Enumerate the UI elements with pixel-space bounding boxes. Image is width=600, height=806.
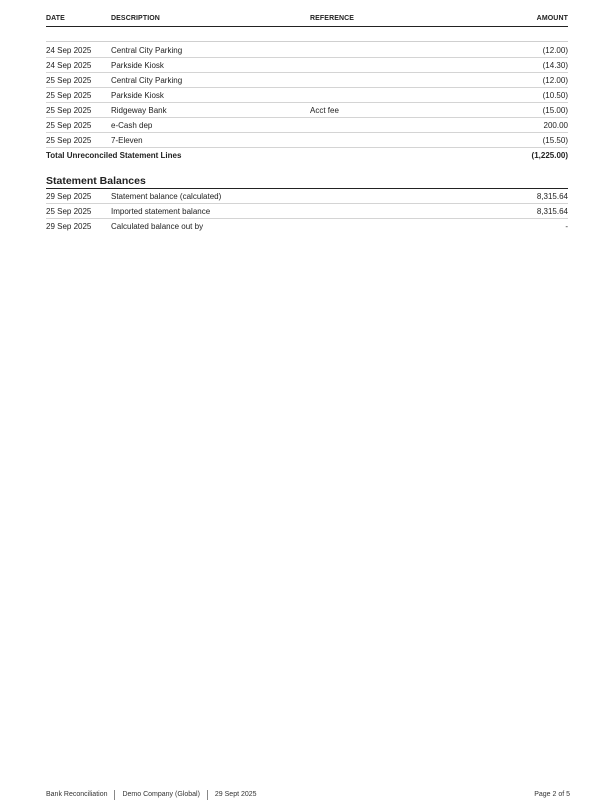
- footer-date: 29 Sept 2025: [214, 791, 257, 798]
- row-date: 25 Sep 2025: [46, 106, 92, 115]
- table-header: [46, 11, 568, 27]
- row-description: Central City Parking: [111, 46, 183, 55]
- total-label: Total Unreconciled Statement Lines: [46, 151, 182, 160]
- row-date: 25 Sep 2025: [46, 207, 92, 216]
- footer-info: [46, 789, 257, 801]
- row-description: e-Cash dep: [111, 121, 153, 130]
- column-header-reference: REFERENCE: [310, 15, 355, 22]
- footer-divider: [207, 790, 208, 800]
- row-amount: (12.00): [542, 46, 568, 55]
- row-date: 29 Sep 2025: [46, 222, 92, 231]
- column-header-date: DATE: [46, 15, 65, 22]
- row-amount: 200.00: [543, 121, 568, 130]
- table-row: [46, 73, 568, 88]
- row-date: 24 Sep 2025: [46, 61, 92, 70]
- row-date: 25 Sep 2025: [46, 121, 92, 130]
- table-row: [46, 189, 568, 204]
- row-amount: (15.50): [542, 136, 568, 145]
- column-header-description: DESCRIPTION: [111, 15, 160, 22]
- total-row: [46, 148, 568, 163]
- row-amount: (14.30): [542, 61, 568, 70]
- table-row: [46, 204, 568, 219]
- table-row: [46, 88, 568, 103]
- unreconciled-lines-table: [46, 43, 568, 163]
- row-description: Imported statement balance: [111, 207, 211, 216]
- table-row: [46, 103, 568, 118]
- table-row: [46, 118, 568, 133]
- page-footer: [46, 789, 570, 801]
- footer-report-name: Bank Reconciliation: [46, 791, 108, 798]
- statement-balances-table: [46, 189, 568, 234]
- statement-balances-heading: Statement Balances: [46, 174, 568, 189]
- row-description: Parkside Kiosk: [111, 61, 164, 70]
- row-description: Parkside Kiosk: [111, 91, 164, 100]
- row-amount: 8,315.64: [536, 192, 568, 201]
- row-reference: Acct fee: [310, 106, 339, 115]
- row-date: 25 Sep 2025: [46, 76, 92, 85]
- total-amount: (1,225.00): [531, 151, 568, 160]
- row-amount: (15.00): [542, 106, 568, 115]
- row-amount: 8,315.64: [536, 207, 568, 216]
- row-date: 25 Sep 2025: [46, 91, 92, 100]
- row-date: 25 Sep 2025: [46, 136, 92, 145]
- row-amount: -: [565, 222, 568, 231]
- row-description: 7-Eleven: [111, 136, 143, 145]
- row-description: Calculated balance out by: [111, 222, 204, 231]
- table-row: [46, 58, 568, 73]
- row-description: Ridgeway Bank: [111, 106, 167, 115]
- header-divider: [46, 41, 568, 42]
- row-description: Central City Parking: [111, 76, 183, 85]
- table-row: [46, 43, 568, 58]
- row-date: 29 Sep 2025: [46, 192, 92, 201]
- footer-organisation: Demo Company (Global): [122, 791, 200, 798]
- table-row: [46, 133, 568, 148]
- row-description: Statement balance (calculated): [111, 192, 222, 201]
- row-date: 24 Sep 2025: [46, 46, 92, 55]
- footer-divider: [114, 790, 115, 800]
- column-header-amount: AMOUNT: [536, 15, 568, 22]
- row-amount: (10.50): [542, 91, 568, 100]
- row-amount: (12.00): [542, 76, 568, 85]
- table-row: [46, 219, 568, 234]
- footer-page-number: Page 2 of 5: [534, 791, 570, 798]
